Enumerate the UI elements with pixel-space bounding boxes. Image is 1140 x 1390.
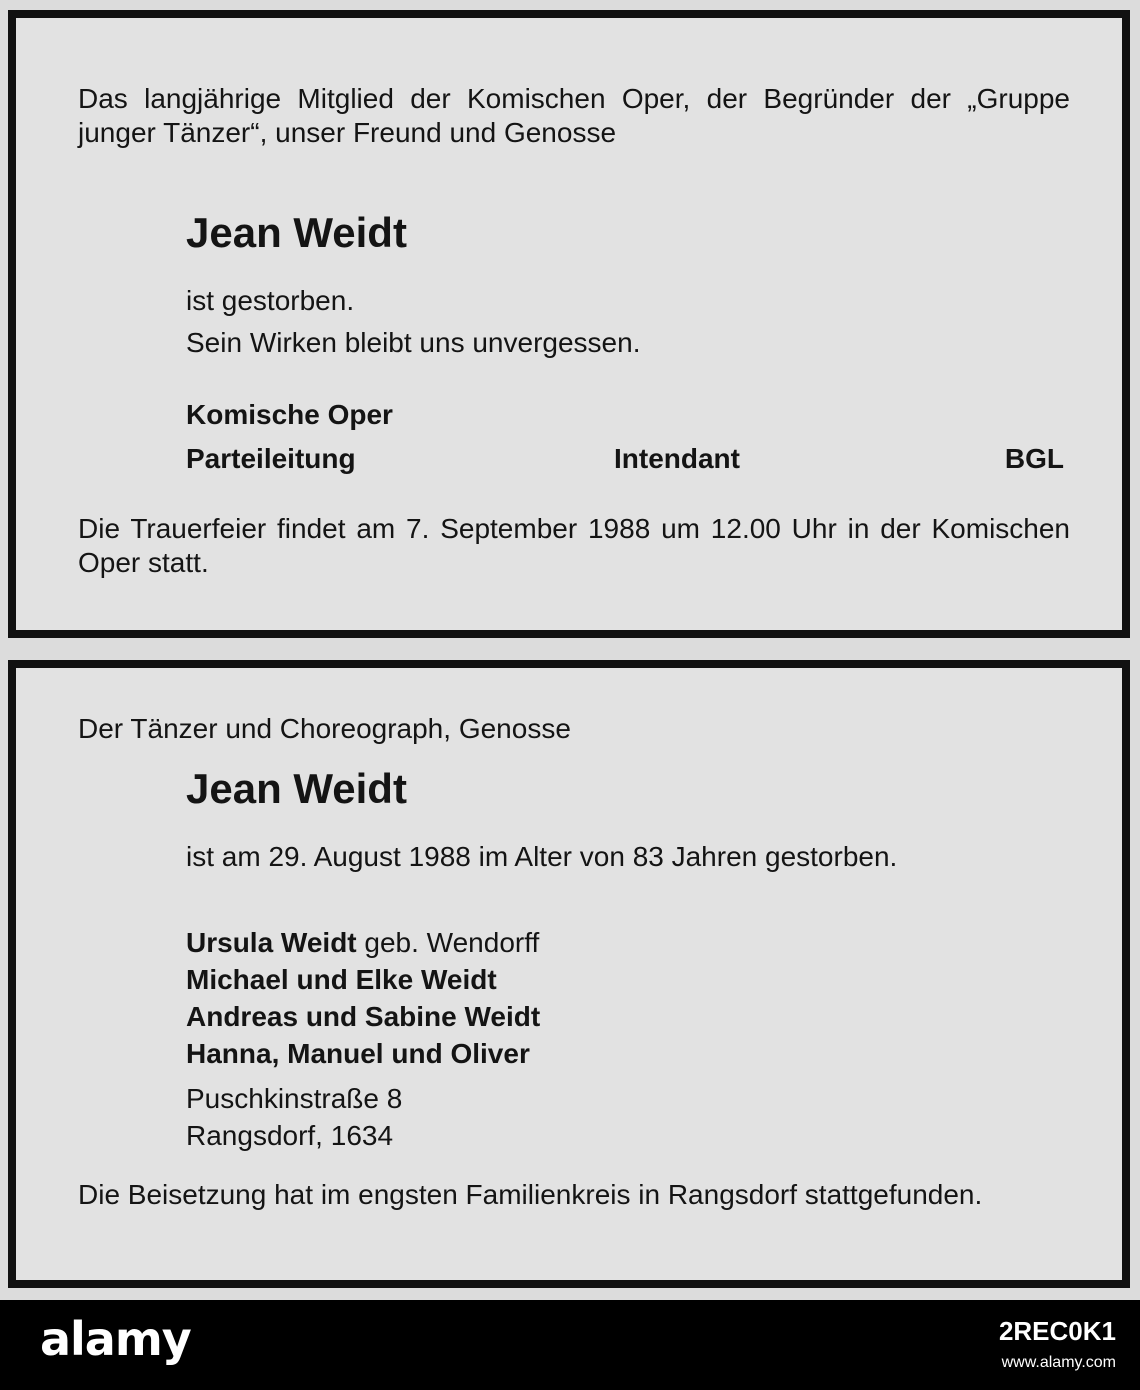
obituary-notice-komische-oper [8, 10, 1130, 638]
signatory-bgl: BGL [1004, 443, 1064, 474]
family-member-name: Michael und Elke Weidt [186, 964, 497, 995]
notice-intro: Der Tänzer und Choreograph, Genosse [78, 713, 571, 744]
family-member-name: Ursula Weidt [186, 927, 357, 958]
obituary-notice-family [8, 660, 1130, 1288]
family-member-note: geb. Wendorff [356, 927, 540, 958]
deceased-name: Jean Weidt [186, 765, 407, 812]
funeral-announcement: Die Trauerfeier findet am 7. September 1988 um 12.00 Uhr in der Komischen Oper statt. [78, 513, 1070, 578]
notice-intro: Das langjährige Mitglied der Komischen Oper, der Begründer der „Gruppe junger Tänzer“, unser Freund und Genosse [78, 83, 1070, 148]
alamy-logo: alamy [40, 1312, 191, 1366]
family-member [186, 1000, 540, 1034]
image-id: 2REC0K1 [998, 1316, 1116, 1346]
death-statement: ist am 29. August 1988 im Alter von 83 Jahren gestorben. [186, 841, 898, 872]
remembrance-statement: Sein Wirken bleibt uns unvergessen. [186, 327, 641, 358]
signatory-intendant: Intendant [614, 443, 740, 474]
family-member [186, 926, 539, 960]
family-member [186, 963, 497, 997]
address-street: Puschkinstraße 8 [186, 1083, 403, 1114]
watermark-banner [0, 1300, 1140, 1390]
family-member-name: Andreas und Sabine Weidt [186, 1001, 541, 1032]
organization-name: Komische Oper [186, 399, 393, 430]
death-statement: ist gestorben. [186, 285, 355, 316]
source-url: www.alamy.com [1001, 1354, 1116, 1371]
family-member-name: Hanna, Manuel und Oliver [186, 1038, 530, 1069]
deceased-name: Jean Weidt [186, 209, 407, 256]
signatory-partyleadership: Parteileitung [186, 443, 356, 474]
address-city: Rangsdorf, 1634 [186, 1120, 394, 1151]
family-member [186, 1037, 530, 1071]
burial-announcement: Die Beisetzung hat im engsten Familienkreis in Rangsdorf stattgefunden. [78, 1179, 983, 1210]
